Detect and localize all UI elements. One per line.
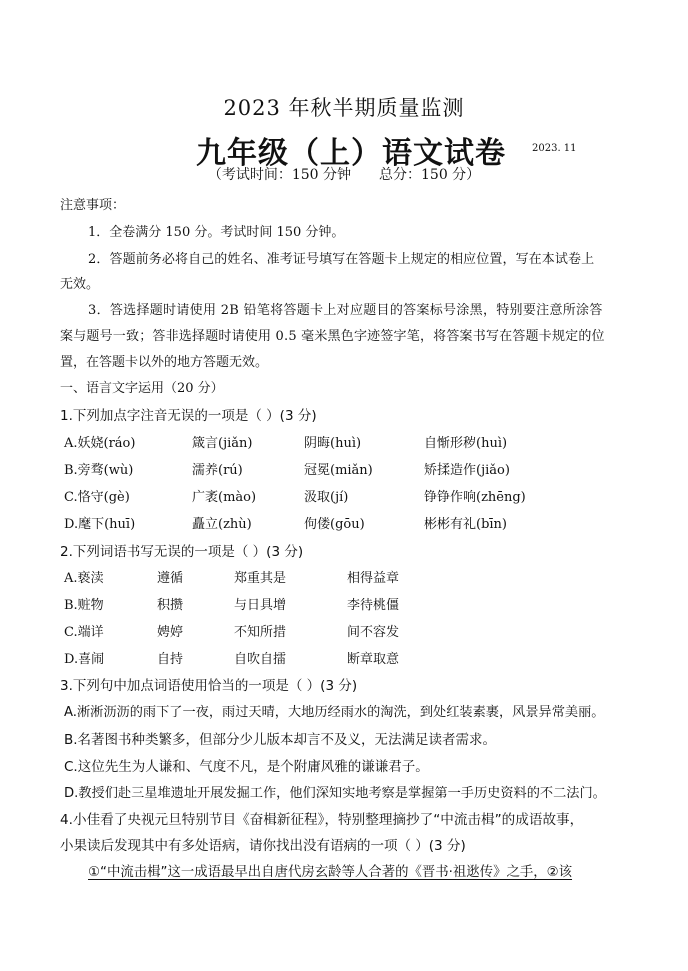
notice-item-3: 3．答选择题时请使用 2B 铅笔将答题卡上对应题目的答案标号涂黑，特别要注意所涂答 xyxy=(88,303,603,318)
option-cell: 不知所措 xyxy=(234,625,287,640)
option-cell: 遵循 xyxy=(157,571,184,586)
option-cell: 佝偻(gōu) xyxy=(304,517,365,532)
question-4-passage: ①“中流击楫”这一成语最早出自唐代房玄龄等人合著的《晋书·祖逖传》之手，②该 xyxy=(88,865,573,880)
option-cell: 冠冕(miǎn) xyxy=(304,463,373,478)
option-cell: 自惭形秽(huì) xyxy=(424,436,508,451)
option-cell: B.赃物 xyxy=(64,598,104,613)
option-cell: 与日具增 xyxy=(234,598,287,613)
question-3-stem: 3.下列句中加点词语使用恰当的一项是（ ）(3 分) xyxy=(60,678,358,694)
option-cell: 间不容发 xyxy=(347,625,400,640)
exam-total: 总分：150 分） xyxy=(379,167,481,183)
option-cell: A.亵渎 xyxy=(64,571,104,586)
option-cell: C.端详 xyxy=(64,625,104,640)
exam-date: 2023. 11 xyxy=(532,143,577,154)
question-3-option-b: B.名著图书种类繁多，但部分少儿版本却言不及义，无法满足读者需求。 xyxy=(64,732,497,748)
option-cell: 郑重其是 xyxy=(234,571,287,586)
option-cell: 李待桃僵 xyxy=(347,598,400,613)
exam-semester-line: 2023 年秋半期质量监测 xyxy=(223,96,465,120)
option-cell: 矗立(zhù) xyxy=(192,517,252,532)
notice-item-2: 2．答题前务必将自己的姓名、准考证号填写在答题卡上规定的相应位置，写在本试卷上 xyxy=(88,252,595,267)
question-4-stem: 4.小佳看了央视元旦特别节目《奋楫新征程》，特别整理摘抄了“中流击楫”的成语故事， xyxy=(60,812,584,828)
question-3-option-c: C.这位先生为人谦和、气度不凡，是个附庸风雅的谦谦君子。 xyxy=(64,759,429,775)
exam-info xyxy=(0,164,688,184)
notice-item-3-cont: 案与题号一致；答非选择题时请使用 0.5 毫米黑色字迹签字笔，将答案书写在答题卡规定的位 xyxy=(60,329,605,344)
notice-item-3-cont2: 置，在答题卡以外的地方答题无效。 xyxy=(60,355,269,370)
option-cell: B.旁骛(wù) xyxy=(64,463,134,478)
exam-time: （考试时间：150 分钟 xyxy=(207,167,351,183)
option-cell: A.妖娆(ráo) xyxy=(64,436,136,451)
option-cell: 箴言(jiǎn) xyxy=(192,436,253,451)
exam-title: 九年级（上）语文试卷 xyxy=(196,136,506,171)
option-cell: 濡养(rú) xyxy=(192,463,243,478)
question-3-option-d: D.教授们赴三星堆遗址开展发掘工作，他们深知实地考察是掌握第一手历史资料的不二法门。 xyxy=(64,786,606,801)
option-cell: D.麾下(huī) xyxy=(64,517,136,532)
option-cell: C.恪守(gè) xyxy=(64,490,130,505)
notice-heading: 注意事项： xyxy=(60,198,126,213)
section-1-heading: 一、语言文字运用（20 分） xyxy=(60,381,224,396)
option-cell: 娉婷 xyxy=(157,625,184,640)
question-2-stem: 2.下列词语书写无误的一项是（ ）(3 分) xyxy=(60,544,304,560)
option-cell: 相得益章 xyxy=(347,571,400,586)
question-1-stem: 1.下列加点字注音无误的一项是（ ）(3 分) xyxy=(60,408,317,424)
option-cell: 汲取(jí) xyxy=(304,490,349,505)
question-4-stem-cont: 小果读后发现其中有多处语病，请你找出没有语病的一项（ ）(3 分) xyxy=(60,838,466,854)
option-cell: 积攒 xyxy=(157,598,184,613)
option-cell: 广袤(mào) xyxy=(192,490,257,505)
option-cell: 阴晦(huì) xyxy=(304,436,362,451)
option-cell: 断章取意 xyxy=(347,652,400,667)
option-cell: 铮铮作响(zhēng) xyxy=(424,490,526,505)
notice-item-2-cont: 无效。 xyxy=(60,277,100,292)
notice-item-1: 1．全卷满分 150 分。考试时间 150 分钟。 xyxy=(88,225,345,240)
option-cell: 自吹自擂 xyxy=(234,652,287,667)
option-cell: D.喜闹 xyxy=(64,652,105,667)
option-cell: 矫揉造作(jiǎo) xyxy=(424,463,510,478)
question-3-option-a: A.淅淅沥沥的雨下了一夜，雨过天晴，大地历经雨水的淘洗，到处红装素裹，风景异常美丽。 xyxy=(64,705,605,720)
option-cell: 自持 xyxy=(157,652,184,667)
option-cell: 彬彬有礼(bīn) xyxy=(424,517,507,532)
